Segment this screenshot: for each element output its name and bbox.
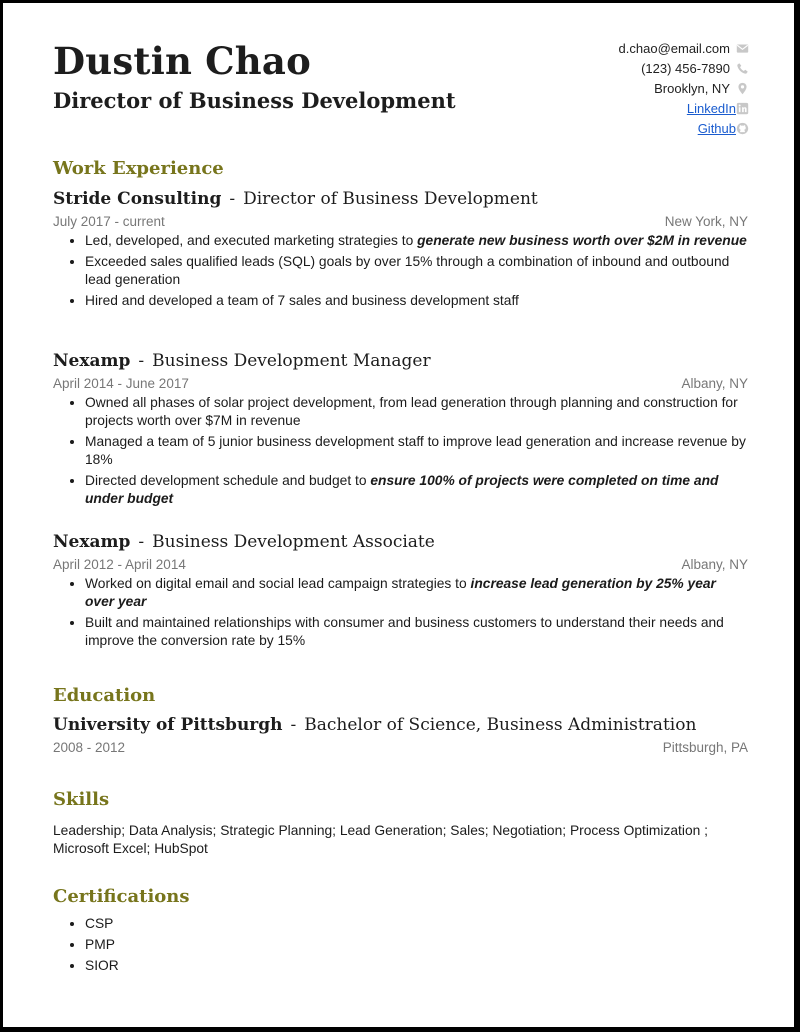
map-pin-icon — [736, 82, 749, 95]
contact-github — [619, 118, 749, 138]
job-location: Albany, NY — [681, 557, 748, 572]
job-dates: April 2012 - April 2014 — [53, 557, 186, 572]
phone-icon — [736, 62, 749, 75]
section-title-skills: Skills — [53, 789, 110, 810]
degree: Bachelor of Science, — [304, 715, 482, 735]
job-role: Business Development Manager — [152, 351, 431, 371]
job-heading — [53, 350, 748, 372]
phone-text: (123) 456-7890 — [641, 60, 730, 76]
job-dates: July 2017 - current — [53, 214, 165, 229]
linkedin-icon — [736, 102, 749, 115]
section-title-education: Education — [53, 685, 156, 706]
job-separator: - — [229, 189, 236, 209]
job-meta — [53, 374, 748, 394]
contact-email — [619, 38, 749, 58]
contact-block — [619, 38, 749, 138]
job-bullets — [53, 575, 748, 650]
resume-page — [3, 3, 794, 1027]
education-location: Pittsburgh, PA — [662, 740, 748, 755]
job-location: Albany, NY — [681, 376, 748, 391]
job-org: Stride Consulting — [53, 189, 222, 209]
bullet-item: • Directed development schedule and budget to ensure 100% of projects were completed on time and under budget — [85, 472, 748, 508]
job-separator: - — [138, 351, 145, 371]
bullet-item: • Owned all phases of solar project development, from lead generation through planning and construction for projects worth over $7M in revenue — [85, 394, 748, 430]
job-org: Nexamp — [53, 351, 131, 371]
job-meta — [53, 555, 748, 575]
bullet-item: • Built and maintained relationships with consumer and business customers to understand their needs and improve the conversion rate by 15% — [85, 614, 748, 650]
job-location: New York, NY — [664, 214, 748, 229]
github-link[interactable]: Github — [697, 120, 736, 136]
certification-item: • SIOR — [85, 957, 453, 975]
section-title-certifications: Certifications — [53, 886, 190, 907]
job-entry — [53, 531, 748, 653]
job-bullets — [53, 232, 748, 310]
linkedin-link[interactable]: LinkedIn — [686, 100, 736, 116]
contact-linkedin — [619, 98, 749, 118]
job-role: Director of Business Development — [243, 189, 538, 209]
job-heading — [53, 188, 748, 210]
job-bullets — [53, 394, 748, 508]
job-dates: April 2014 - June 2017 — [53, 376, 189, 391]
certification-list — [53, 915, 453, 975]
education-separator: - — [290, 715, 297, 735]
job-entry — [53, 188, 748, 313]
github-icon — [736, 122, 749, 135]
job-entry — [53, 350, 748, 511]
education-entry — [53, 714, 748, 758]
school-name: University of Pittsburgh — [53, 715, 283, 735]
education-heading — [53, 714, 748, 736]
bullet-item: • Managed a team of 5 junior business development staff to improve lead generation and increase revenue by 18% — [85, 433, 748, 469]
certifications — [53, 915, 453, 978]
bullet-item: • Exceeded sales qualified leads (SQL) goals by over 15% through a combination of inbound and outbound lead generation — [85, 253, 748, 289]
certification-item: • PMP — [85, 936, 453, 954]
job-meta — [53, 212, 748, 232]
resume-header — [53, 39, 456, 115]
candidate-title: Director of Business Development — [53, 88, 456, 113]
bullet-item: • Worked on digital email and social lead campaign strategies to increase lead generation by 25% year over year — [85, 575, 748, 611]
contact-location — [619, 78, 749, 98]
job-separator: - — [138, 532, 145, 552]
skills-list: Leadership; Data Analysis; Strategic Planning; Lead Generation; Sales; Negotiation; Process Optimization ; Microsoft Excel; HubSpot — [53, 823, 708, 856]
location-text: Brooklyn, NY — [654, 80, 730, 96]
section-title-work: Work Experience — [53, 158, 224, 179]
email-text: d.chao@email.com — [618, 40, 730, 56]
envelope-icon — [736, 42, 749, 55]
job-heading — [53, 531, 748, 553]
field-of-study: Business Administration — [486, 715, 697, 735]
certification-item: • CSP — [85, 915, 453, 933]
job-role: Business Development Associate — [152, 532, 435, 552]
education-meta — [53, 738, 748, 758]
education-dates: 2008 - 2012 — [53, 740, 126, 755]
contact-phone — [619, 58, 749, 78]
candidate-name: Dustin Chao — [53, 39, 311, 83]
bullet-item: • Hired and developed a team of 7 sales and business development staff — [85, 292, 748, 310]
job-org: Nexamp — [53, 532, 131, 552]
bullet-item: • Led, developed, and executed marketing strategies to generate new business worth over $2M in revenue — [85, 232, 748, 250]
